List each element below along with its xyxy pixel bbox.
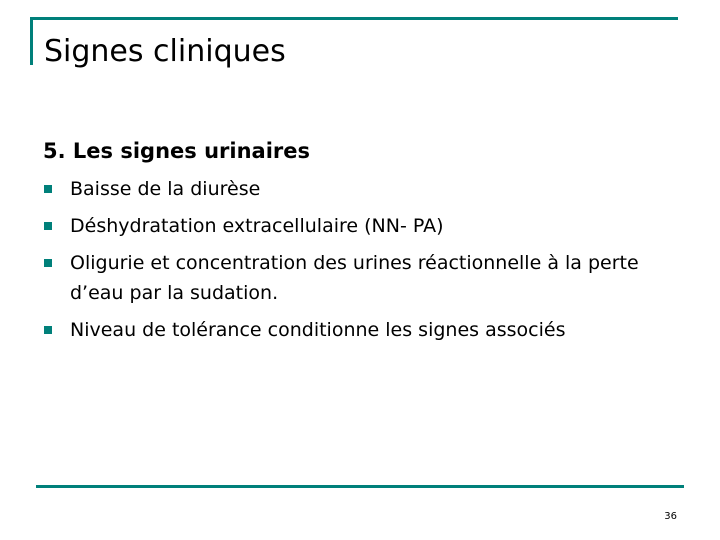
footer-rule <box>36 485 684 488</box>
bullet-list <box>44 174 684 352</box>
square-bullet-icon <box>44 185 52 193</box>
bullet-text: Baisse de la diurèse <box>70 178 261 200</box>
title-frame-top-rule <box>30 17 678 20</box>
list-item <box>44 248 684 308</box>
bullet-text: Niveau de tolérance conditionne les signes associés <box>70 319 566 341</box>
title-frame-left-rule <box>30 17 33 65</box>
bullet-text: Oligurie et concentration des urines réactionnelle à la perte d’eau par la sudation. <box>70 252 639 304</box>
bullet-text: Déshydratation extracellulaire (NN- PA) <box>70 215 444 237</box>
page-number: 36 <box>664 511 677 522</box>
square-bullet-icon <box>44 326 52 334</box>
list-item <box>44 174 684 204</box>
slide-title: Signes cliniques <box>44 34 286 69</box>
list-item <box>44 315 684 345</box>
list-item <box>44 211 684 241</box>
square-bullet-icon <box>44 259 52 267</box>
square-bullet-icon <box>44 222 52 230</box>
section-heading: 5. Les signes urinaires <box>43 139 310 163</box>
